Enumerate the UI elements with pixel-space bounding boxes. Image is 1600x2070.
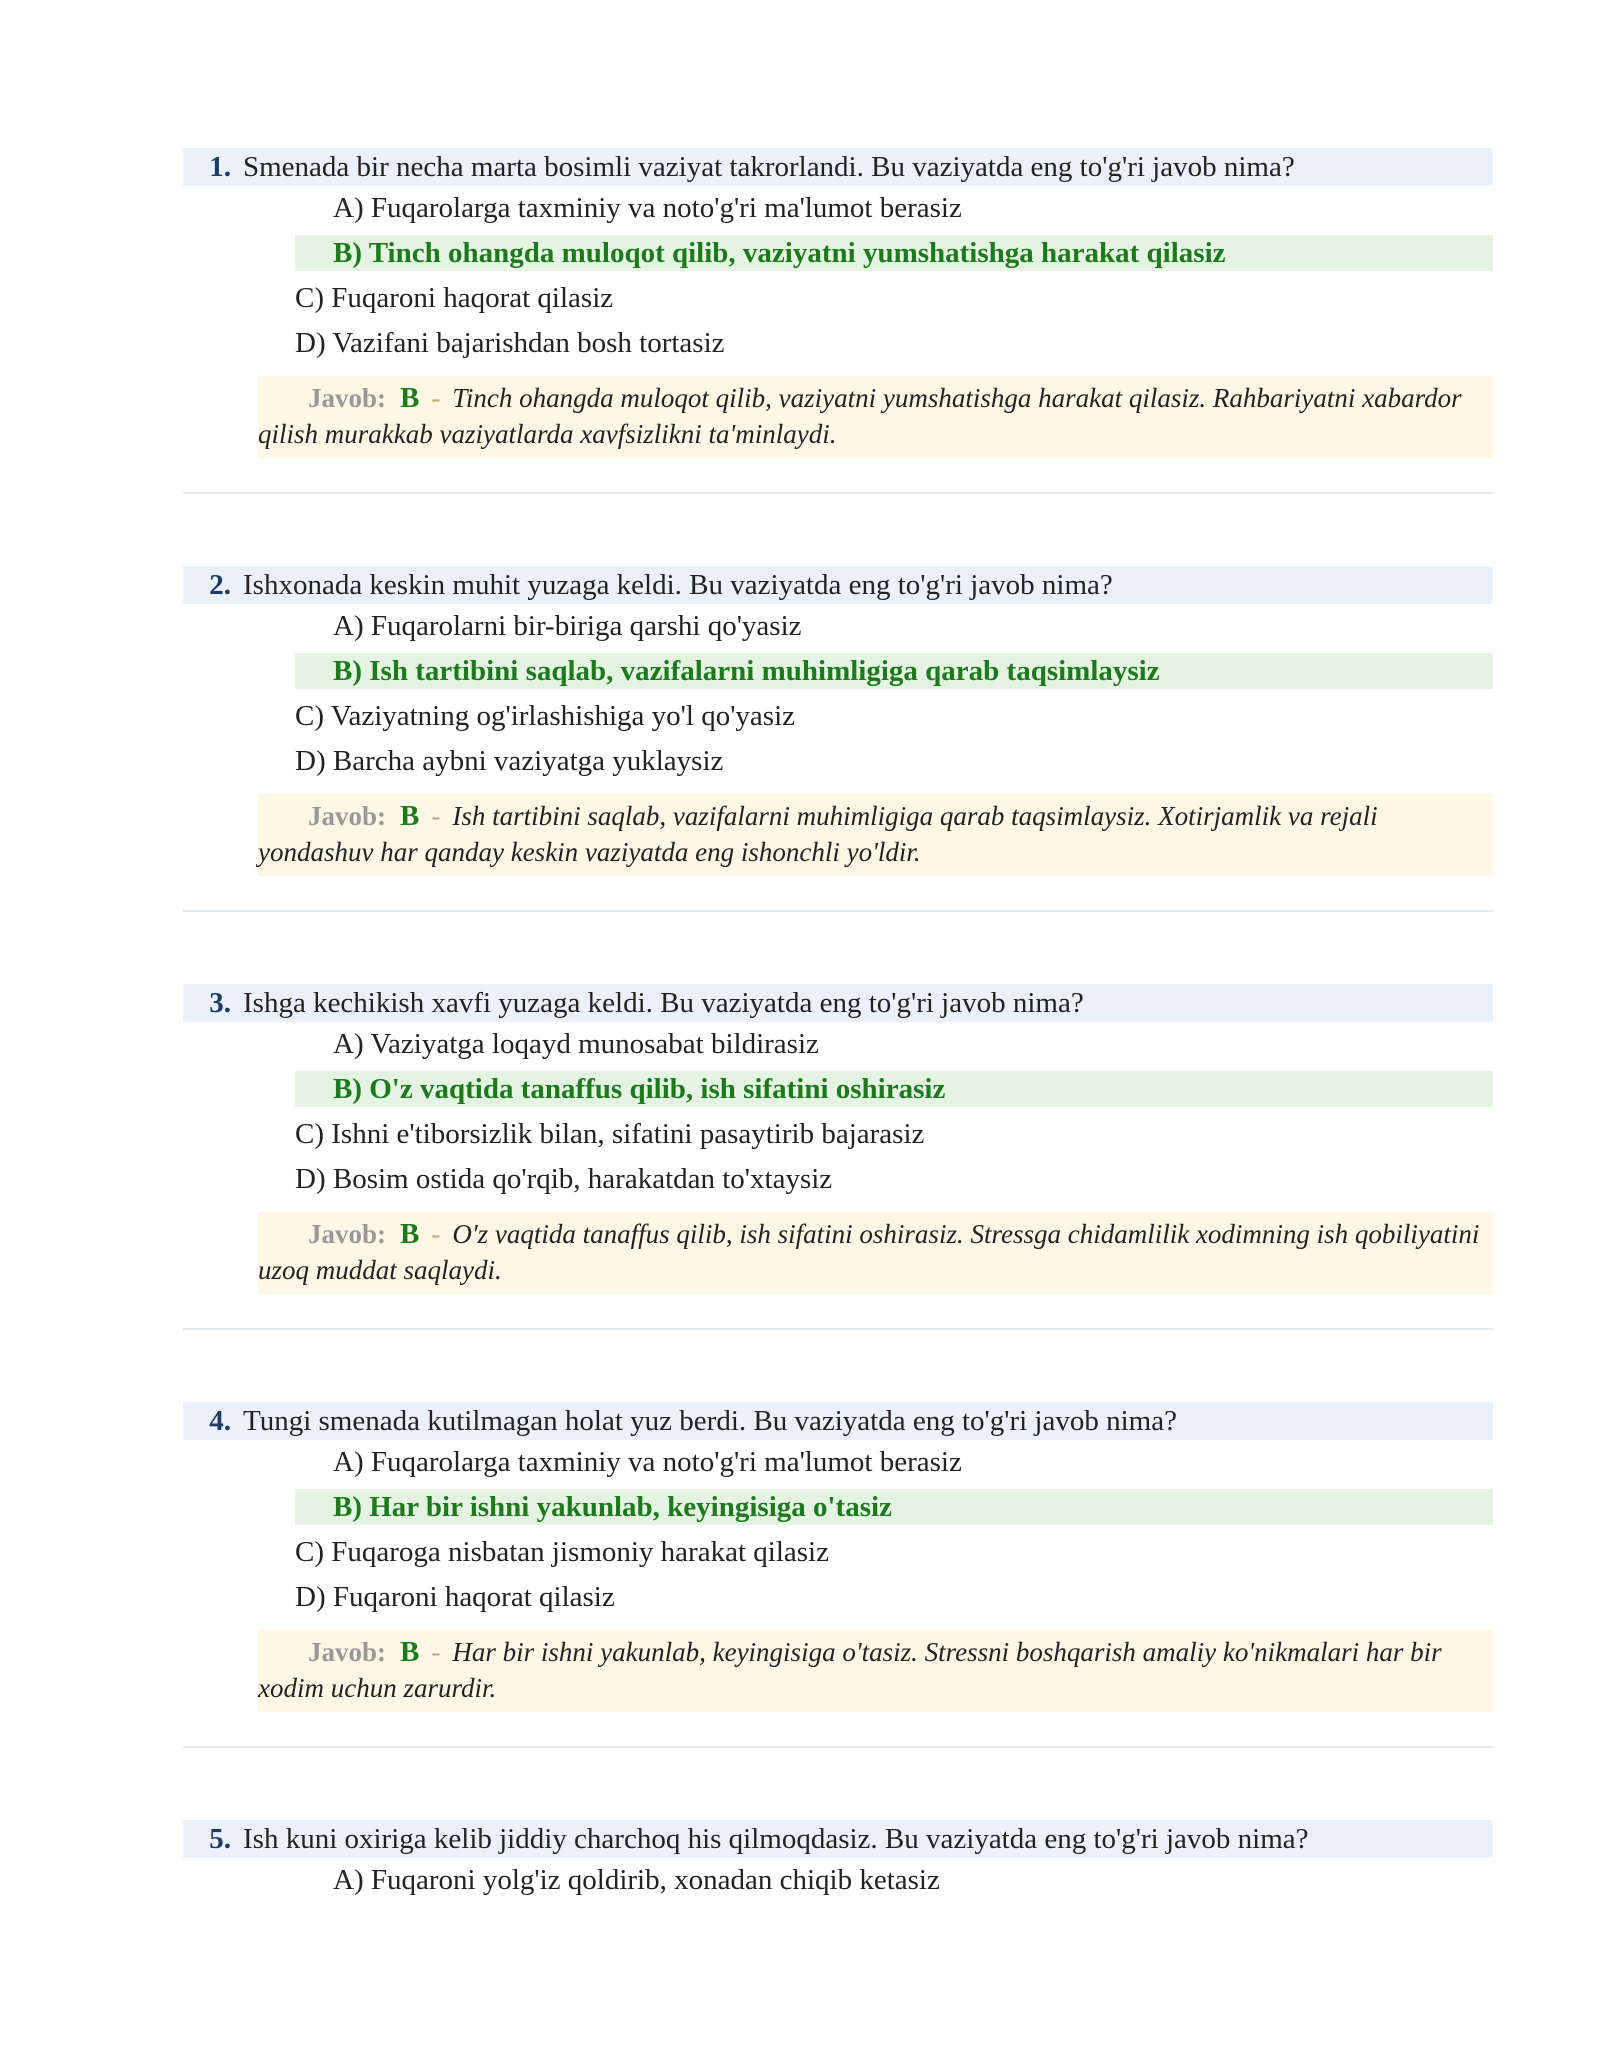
question-2 [183, 566, 1493, 876]
question-number: 4. [209, 1405, 231, 1437]
question-number: 1. [209, 151, 231, 183]
option-c: C) Vaziyatning og'irlashishiga yo'l qo'yasiz [295, 700, 796, 732]
option-d: D) Vazifani bajarishdan bosh tortasiz [295, 327, 725, 359]
answer-letter: B [400, 1636, 420, 1668]
question-5 [183, 1820, 1493, 1903]
question-1 [183, 148, 1493, 458]
question-number: 2. [209, 569, 231, 601]
answer-text: O'z vaqtida tanaffus qilib, ish sifatini oshirasiz. Stressga chidamlilik xodimning ish qobiliyatini uzoq muddat saqlaydi. [258, 1219, 1480, 1285]
answer-explanation [258, 1212, 1493, 1294]
question-text: Ishga kechikish xavfi yuzaga keldi. Bu vaziyatda eng to'g'ri javob nima? [243, 987, 1084, 1019]
option-b-correct: B) Har bir ishni yakunlab, keyingisiga o'tasiz [295, 1489, 1493, 1525]
answer-label: Javob: [308, 1637, 387, 1667]
answer-text: Ish tartibini saqlab, vazifalarni muhimligiga qarab taqsimlaysiz. Xotirjamlik va rejali yondashuv har qanday keskin vaziyatda eng ishonchli yo'ldir. [258, 801, 1378, 867]
answer-dash: - [431, 1637, 441, 1667]
option-c: C) Fuqaroni haqorat qilasiz [295, 282, 614, 314]
answer-text: Tinch ohangda muloqot qilib, vaziyatni yumshatishga harakat qilasiz. Rahbariyatni xabardor qilish murakkab vaziyatlarda xavfsizlikni ta'minlaydi. [258, 383, 1462, 449]
answer-label: Javob: [308, 1219, 387, 1249]
question-4 [183, 1402, 1493, 1712]
option-d: D) Bosim ostida qo'rqib, harakatdan to'xtaysiz [295, 1163, 833, 1195]
answer-label: Javob: [308, 383, 387, 413]
option-a: A) Fuqarolarni bir-biriga qarshi qo'yasiz [333, 610, 802, 642]
answer-letter: B [400, 1218, 420, 1250]
option-d: D) Barcha aybni vaziyatga yuklaysiz [295, 745, 724, 777]
option-a: A) Fuqarolarga taxminiy va noto'g'ri ma'lumot berasiz [333, 192, 962, 224]
question-header [183, 148, 1493, 186]
answer-explanation [258, 794, 1493, 876]
option-c: C) Ishni e'tiborsizlik bilan, sifatini pasaytirib bajarasiz [295, 1118, 925, 1150]
question-number: 3. [209, 987, 231, 1019]
divider [183, 492, 1493, 494]
option-b-correct: B) O'z vaqtida tanaffus qilib, ish sifatini oshirasiz [295, 1071, 1493, 1107]
option-a: A) Fuqarolarga taxminiy va noto'g'ri ma'lumot berasiz [333, 1446, 962, 1478]
option-d: D) Fuqaroni haqorat qilasiz [295, 1581, 615, 1613]
option-b-correct: B) Tinch ohangda muloqot qilib, vaziyatni yumshatishga harakat qilasiz [295, 235, 1493, 271]
answer-dash: - [431, 1219, 441, 1249]
option-b-correct: B) Ish tartibini saqlab, vazifalarni muhimligiga qarab taqsimlaysiz [295, 653, 1493, 689]
option-a: A) Vaziyatga loqayd munosabat bildirasiz [333, 1028, 819, 1060]
divider [183, 1328, 1493, 1330]
divider [183, 1746, 1493, 1748]
answer-dash: - [431, 383, 441, 413]
answer-letter: B [400, 382, 420, 414]
answer-letter: B [400, 800, 420, 832]
question-3 [183, 984, 1493, 1294]
question-number: 5. [209, 1823, 231, 1855]
answer-dash: - [431, 801, 441, 831]
question-header [183, 566, 1493, 604]
question-text: Smenada bir necha marta bosimli vaziyat takrorlandi. Bu vaziyatda eng to'g'ri javob nima? [243, 151, 1295, 183]
question-header [183, 984, 1493, 1022]
question-text: Tungi smenada kutilmagan holat yuz berdi. Bu vaziyatda eng to'g'ri javob nima? [243, 1405, 1177, 1437]
answer-explanation [258, 1630, 1493, 1712]
question-text: Ishxonada keskin muhit yuzaga keldi. Bu vaziyatda eng to'g'ri javob nima? [243, 569, 1113, 601]
answer-explanation [258, 376, 1493, 458]
question-header [183, 1402, 1493, 1440]
option-c: C) Fuqaroga nisbatan jismoniy harakat qilasiz [295, 1536, 829, 1568]
option-a: A) Fuqaroni yolg'iz qoldirib, xonadan chiqib ketasiz [333, 1864, 940, 1896]
question-header [183, 1820, 1493, 1858]
question-text: Ish kuni oxiriga kelib jiddiy charchoq his qilmoqdasiz. Bu vaziyatda eng to'g'ri javob nima? [243, 1823, 1309, 1855]
answer-label: Javob: [308, 801, 387, 831]
answer-text: Har bir ishni yakunlab, keyingisiga o'tasiz. Stressni boshqarish amaliy ko'nikmalari har bir xodim uchun zarurdir. [258, 1637, 1442, 1703]
divider [183, 910, 1493, 912]
